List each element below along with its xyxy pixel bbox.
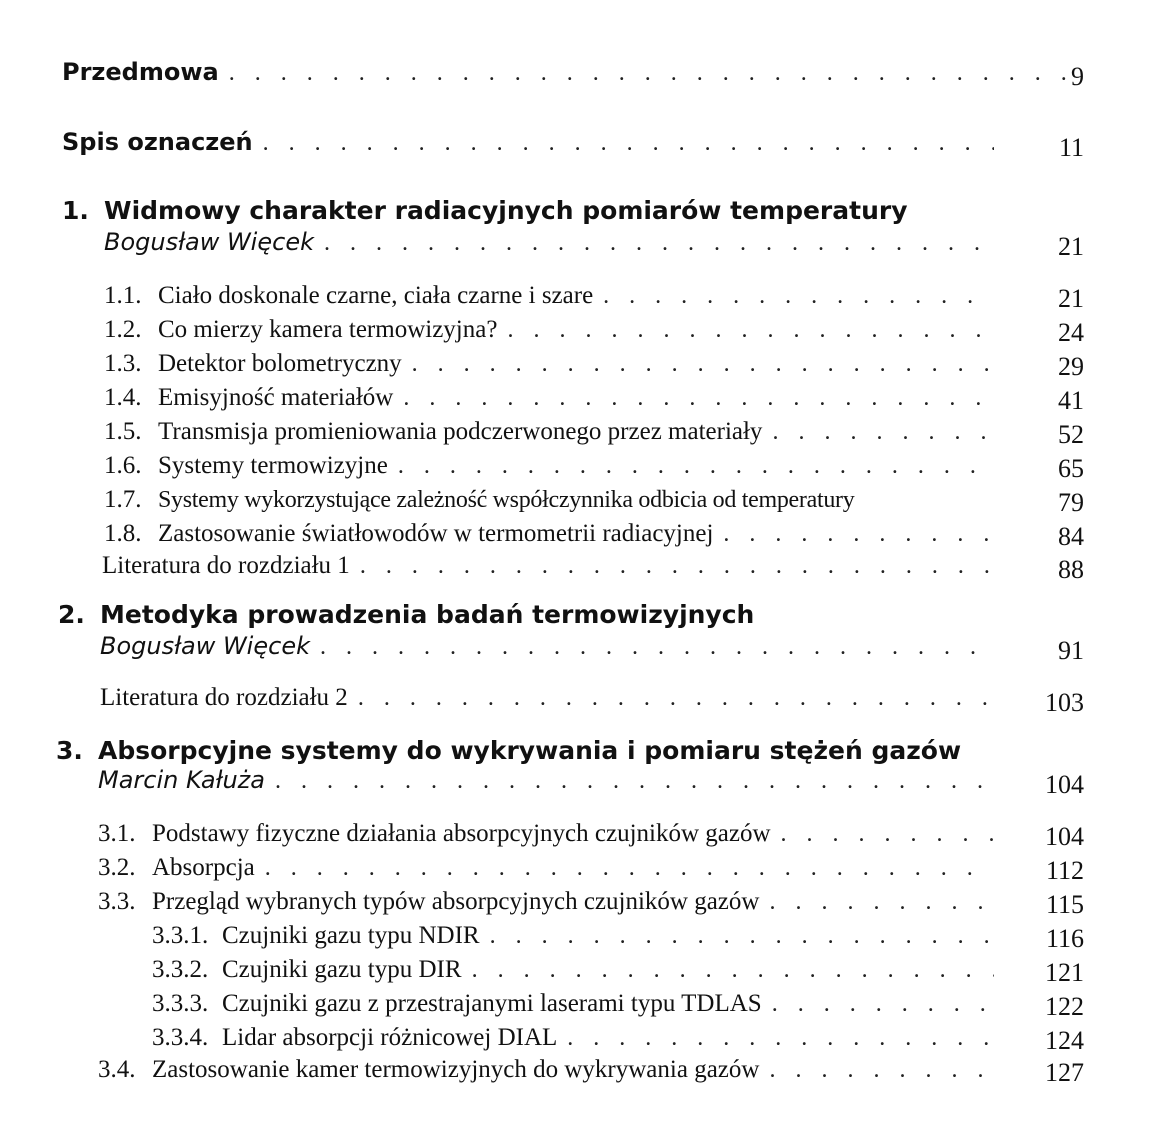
section-entry <box>98 854 1000 882</box>
section-title: Ciało doskonale czarne, ciała czarne i szare <box>158 282 594 309</box>
subsection-title: Czujniki gazu typu NDIR <box>222 922 480 949</box>
dot-leader <box>472 957 994 984</box>
section-entry <box>104 486 1000 514</box>
chapter-number: 3. <box>56 736 83 765</box>
section-entry <box>104 520 1000 548</box>
chapter-page: 91 <box>1058 636 1084 665</box>
subsection-page: 122 <box>1045 992 1084 1021</box>
dot-leader <box>265 855 994 882</box>
dot-leader <box>324 230 994 257</box>
section-title: Detektor bolometryczny <box>158 350 402 377</box>
subsection-entry <box>152 956 1000 984</box>
section-page: 24 <box>1058 318 1084 347</box>
entry-page: 11 <box>1058 133 1084 162</box>
section-title: Systemy termowizyjne <box>158 452 388 479</box>
subsection-page: 124 <box>1045 1026 1084 1055</box>
chapter-number: 1. <box>62 196 89 225</box>
dot-leader <box>263 130 994 157</box>
section-title: Emisyjność materiałów <box>158 384 394 411</box>
entry-title: Przedmowa <box>62 58 219 86</box>
section-title: Przegląd wybranych typów absorpcyjnych czujników gazów <box>152 888 760 915</box>
dot-leader <box>603 283 994 310</box>
section-page: 104 <box>1045 822 1084 851</box>
chapter-page: 21 <box>1058 232 1084 261</box>
chapter-title: Widmowy charakter radiacyjnych pomiarów temperatury <box>104 196 908 225</box>
entry-page: 9 <box>1071 62 1084 91</box>
chapter-author-line <box>98 766 1000 795</box>
section-title: Co mierzy kamera termowizyjna? <box>158 316 498 343</box>
chapter-page: 104 <box>1045 770 1084 799</box>
section-page: 41 <box>1058 386 1084 415</box>
section-entry <box>104 418 1000 446</box>
section-number: 1.1. <box>104 282 142 309</box>
section-number: 3.3. <box>98 888 136 915</box>
dot-leader <box>723 521 994 548</box>
section-number: 1.2. <box>104 316 142 343</box>
toc-entry-preface <box>62 58 1084 87</box>
section-number: 3.2. <box>98 854 136 881</box>
chapter-heading <box>58 600 754 629</box>
subsection-title: Czujniki gazu typu DIR <box>222 956 462 983</box>
section-page: 115 <box>1045 890 1084 919</box>
chapter-author-line <box>100 632 1000 661</box>
literature-page: 88 <box>1058 555 1084 584</box>
section-title: Absorpcja <box>152 854 255 881</box>
section-number: 3.1. <box>98 820 136 847</box>
literature-entry <box>102 552 1000 580</box>
chapter-number: 2. <box>58 600 85 629</box>
dot-leader <box>275 768 994 795</box>
section-title: Zastosowanie kamer termowizyjnych do wykrywania gazów <box>152 1056 760 1083</box>
section-page: 127 <box>1045 1058 1084 1087</box>
section-entry <box>104 350 1000 378</box>
section-title: Transmisja promieniowania podczerwonego przez materiały <box>158 418 763 445</box>
subsection-number: 3.3.3. <box>152 990 209 1017</box>
literature-entry <box>100 684 1000 712</box>
chapter-author-line <box>104 228 1000 257</box>
chapter-author: Bogusław Więcek <box>104 228 314 256</box>
section-page: 29 <box>1058 352 1084 381</box>
subsection-number: 3.3.1. <box>152 922 209 949</box>
section-page: 112 <box>1045 856 1084 885</box>
dot-leader <box>507 317 994 344</box>
section-number: 1.4. <box>104 384 142 411</box>
subsection-page: 121 <box>1045 958 1084 987</box>
subsection-entry <box>152 990 1000 1018</box>
section-title: Zastosowanie światłowodów w termometrii radiacyjnej <box>158 520 714 547</box>
entry-title: Spis oznaczeń <box>62 128 253 156</box>
literature-page: 103 <box>1045 688 1084 717</box>
section-number: 1.5. <box>104 418 142 445</box>
literature-title: Literatura do rozdziału 2 <box>100 684 348 711</box>
dot-leader <box>229 60 1078 87</box>
literature-title: Literatura do rozdziału 1 <box>102 552 350 579</box>
chapter-title: Absorpcyjne systemy do wykrywania i pomiaru stężeń gazów <box>98 736 962 765</box>
section-entry <box>98 888 1000 916</box>
section-page: 79 <box>1058 488 1084 517</box>
subsection-entry <box>152 922 1000 950</box>
section-number: 1.7. <box>104 486 142 513</box>
dot-leader <box>360 553 994 580</box>
chapter-author: Marcin Kałuża <box>98 766 265 794</box>
section-number: 1.8. <box>104 520 142 547</box>
dot-leader <box>403 385 994 412</box>
dot-leader <box>320 634 994 661</box>
section-entry <box>104 282 1000 310</box>
section-page: 52 <box>1058 420 1084 449</box>
toc-entry-symbols <box>62 128 1000 157</box>
section-title: Podstawy fizyczne działania absorpcyjnych czujników gazów <box>152 820 771 847</box>
subsection-title: Czujniki gazu z przestrajanymi laserami typu TDLAS <box>222 990 762 1017</box>
section-title: Systemy wykorzystujące zależność współczynnika odbicia od temperatury <box>158 487 855 513</box>
section-page: 65 <box>1058 454 1084 483</box>
section-entry <box>104 384 1000 412</box>
section-page: 84 <box>1058 522 1084 551</box>
subsection-page: 116 <box>1045 924 1084 953</box>
section-number: 3.4. <box>98 1056 136 1083</box>
dot-leader <box>769 1057 994 1084</box>
dot-leader <box>772 419 994 446</box>
section-entry <box>98 1056 1000 1084</box>
chapter-title: Metodyka prowadzenia badań termowizyjnych <box>100 600 755 629</box>
chapter-author: Bogusław Więcek <box>100 632 310 660</box>
dot-leader <box>769 889 994 916</box>
dot-leader <box>412 351 994 378</box>
chapter-heading <box>56 736 961 765</box>
section-entry <box>98 820 1000 848</box>
subsection-entry <box>152 1024 1000 1052</box>
subsection-number: 3.3.2. <box>152 956 209 983</box>
dot-leader <box>398 453 994 480</box>
section-entry <box>104 316 1000 344</box>
dot-leader <box>358 685 994 712</box>
dot-leader <box>781 821 994 848</box>
dot-leader <box>567 1025 994 1052</box>
subsection-number: 3.3.4. <box>152 1024 209 1051</box>
section-entry <box>104 452 1000 480</box>
section-number: 1.6. <box>104 452 142 479</box>
section-page: 21 <box>1058 284 1084 313</box>
subsection-title: Lidar absorpcji różnicowej DIAL <box>222 1024 558 1051</box>
dot-leader <box>772 991 994 1018</box>
section-number: 1.3. <box>104 350 142 377</box>
chapter-heading <box>62 196 908 225</box>
dot-leader <box>490 923 994 950</box>
